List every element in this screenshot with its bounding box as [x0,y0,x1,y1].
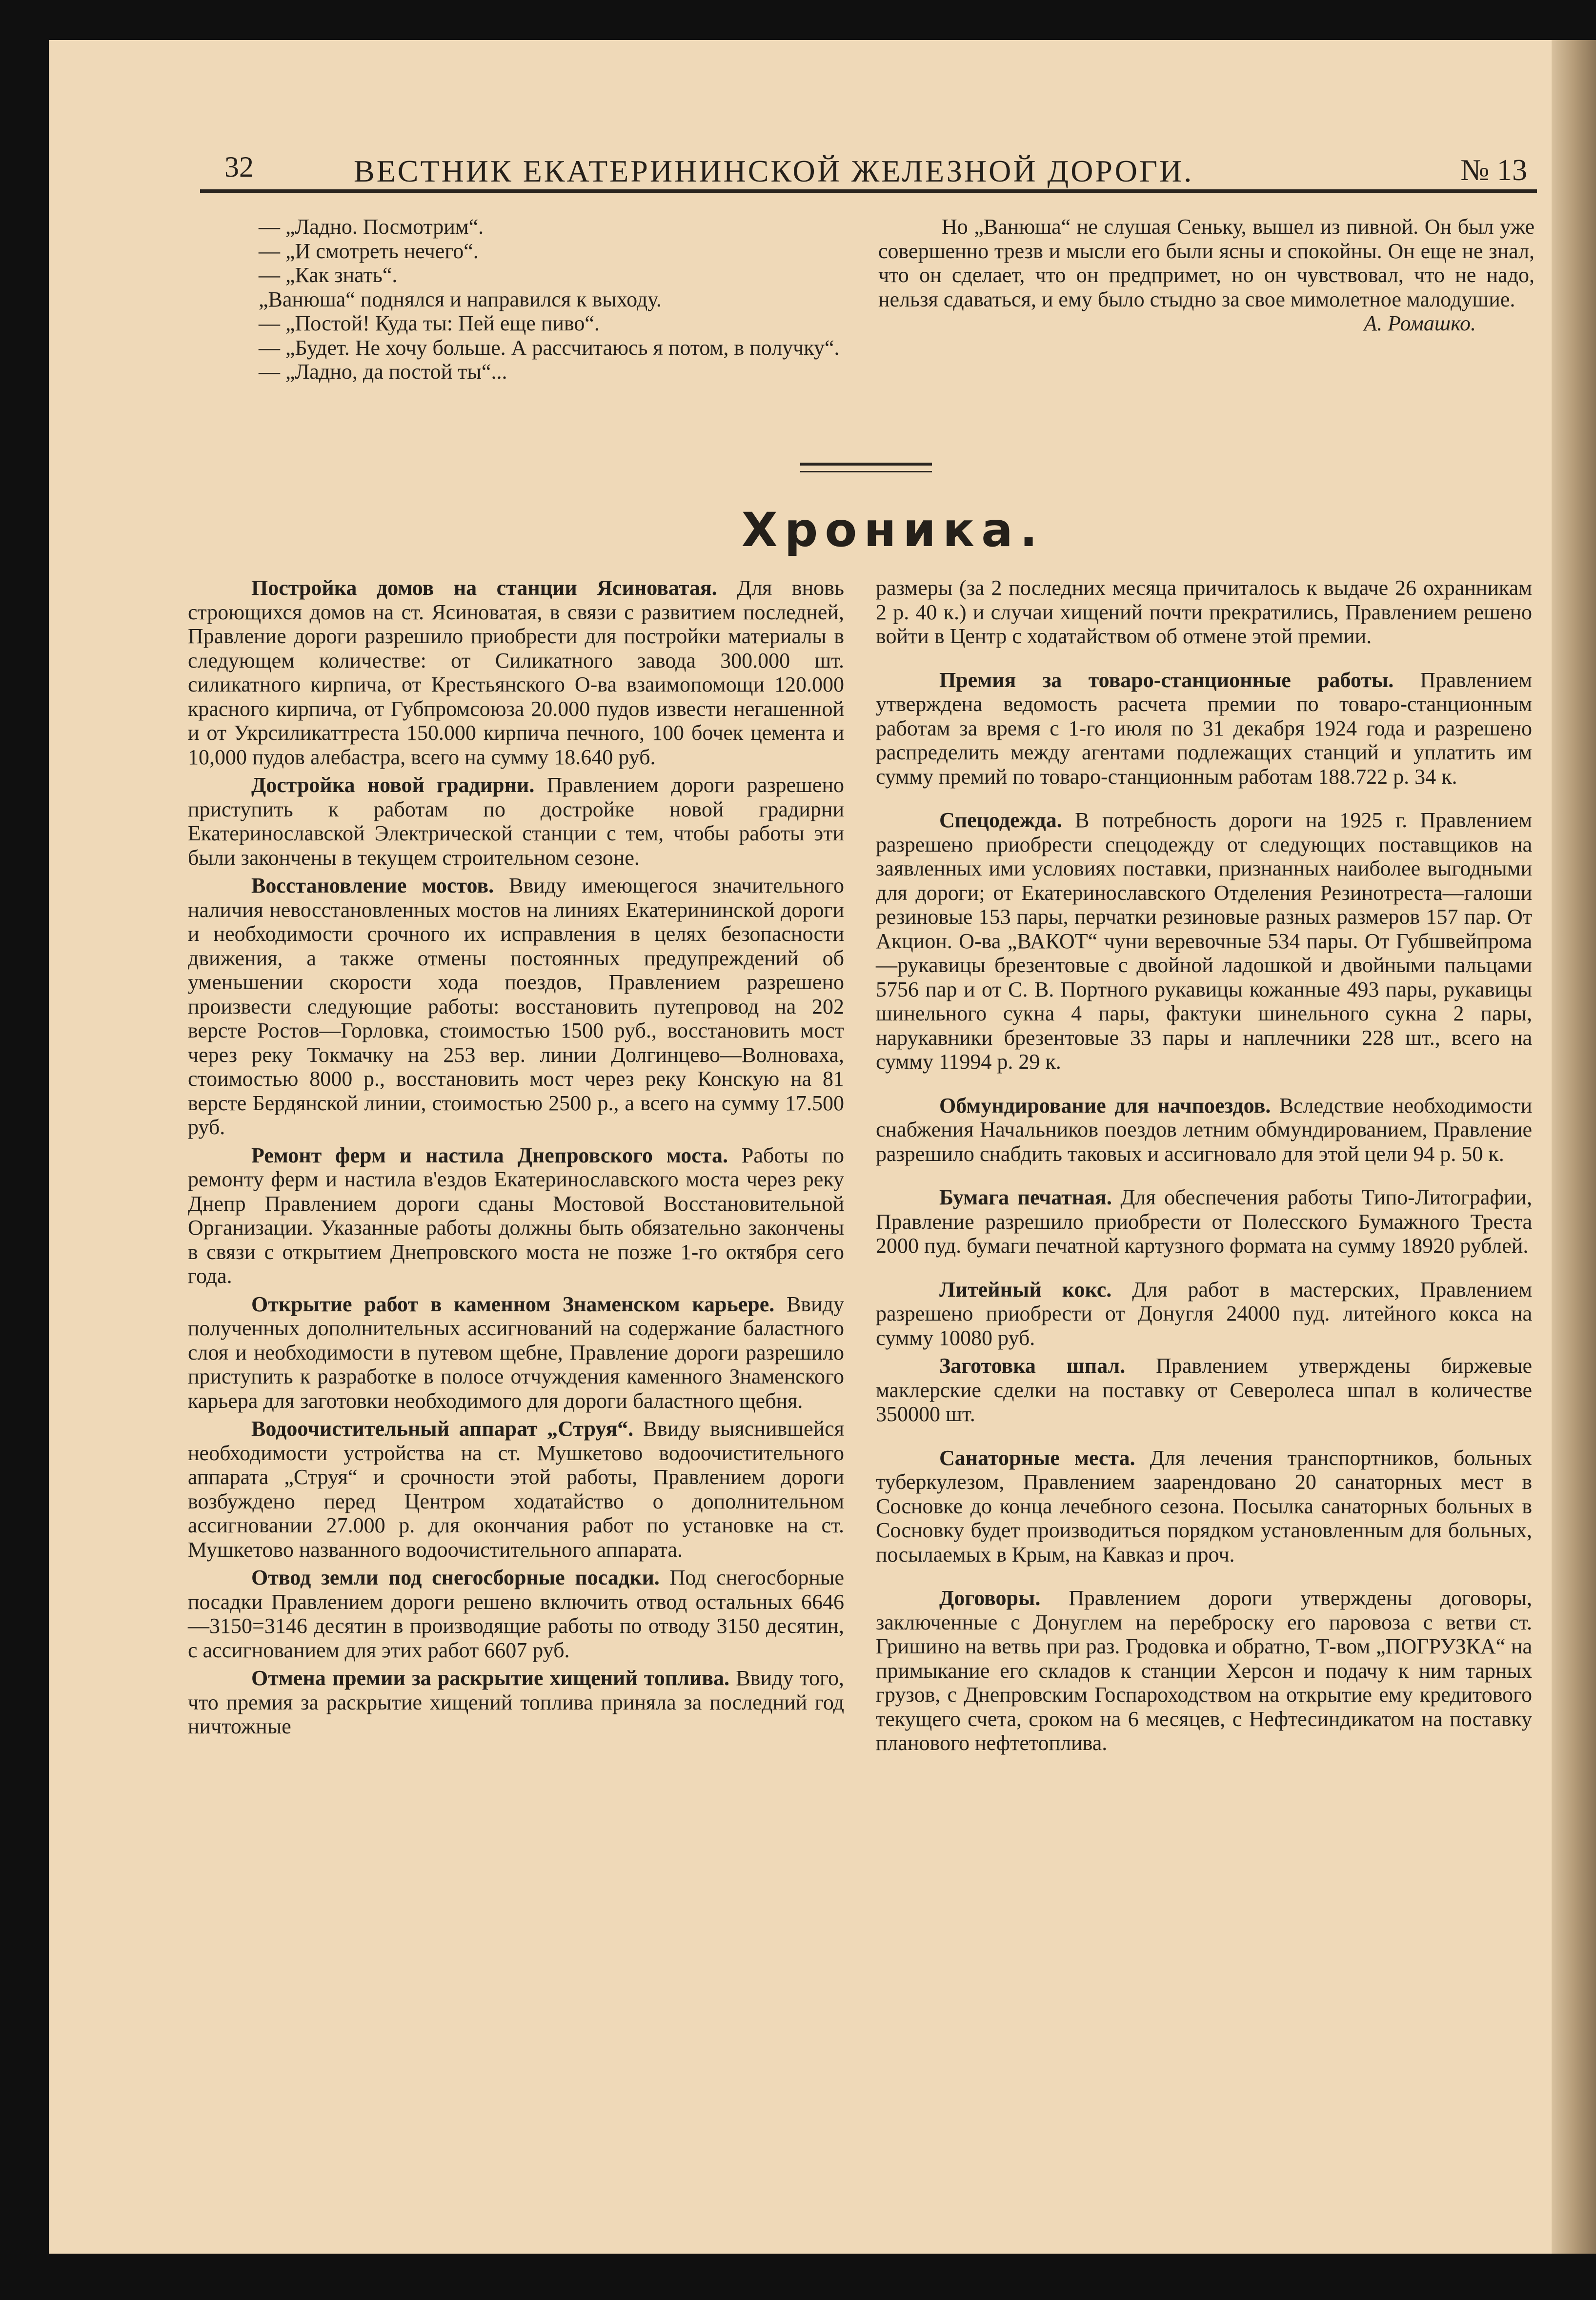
item-heading: Санаторные места. [939,1445,1135,1470]
section-divider-thin [800,471,932,472]
story-line: „Ванюша“ поднялся и направился к выходу. [259,287,662,311]
section-title: Хроника. [741,503,1045,557]
story-right-column [878,215,1535,336]
item-text: Ввиду выяснившейся необходимости устройства на ст. Мушкетово водоочистительного аппарата „Струя“ и срочности этой работы, Правлением дороги возбуждено перед Центром ходатайство о дополнительном ассигновании 27.000 р. для окончания работ по установке на ст. Мушкетово названного водоочистительного аппарата. [188,1417,844,1562]
section-divider [800,463,932,466]
item-heading: Обмундирование для начпоездов. [939,1093,1271,1118]
issue-number: № 13 [1460,154,1527,187]
chronicle-item [876,668,1532,789]
item-text: В потребность дороги на 1925 г. Правлением разрешено приобрести спецодежду от следующих поставщиков на заявленных ими условиях поставки, признанных наиболее выгодными для дороги; от Екатеринославского Отделения Резинотреста—галоши резиновые 153 пары, перчатки резиновые разных размеров 157 пар. От Акцион. О-ва „ВАКОТ“ чуни веревочные 534 пары. От Губшвейпрома—рукавицы брезентовые с двойной ладошкой и двойными пальцами 5756 пар и от С. В. Портного рукавицы кожанные 493 пары, рукавицы шинельного сукна 4 пары, фактуки шинельного сукна 2 пары, нарукавники брезентовые 33 пары и наплечники 228 шт., всего на сумму 11994 р. 29 к. [876,808,1532,1074]
chronicle-item [188,576,844,769]
item-heading: Спецодежда. [939,808,1062,832]
header-rule [200,189,1537,193]
chronicle-item [188,1417,844,1562]
item-heading: Постройка домов на станции Ясиноватая. [251,576,717,600]
item-text: Ввиду того, что премия за раскрытие хищений топлива приняла за последний год ничтожные [188,1666,844,1738]
story-line: — „Ладно. Посмотрим“. [259,215,484,239]
item-heading: Достройка новой градирни. [251,773,535,797]
chronicle-right-column [876,576,1532,1755]
chronicle-item [876,1446,1532,1567]
item-text: Для работ в мастерских, Правлением разрешено приобрести от Донугля 24000 пуд. литейного кокса на сумму 10080 руб. [876,1277,1532,1350]
chronicle-item [188,874,844,1140]
story-left-column [195,215,844,384]
chronicle-item [188,1143,844,1288]
item-heading: Открытие работ в каменном Знаменском карьере. [251,1292,775,1316]
chronicle-item [188,773,844,870]
chronicle-left-column [188,576,844,1739]
story-line: — „Постой! Куда ты: Пей еще пиво“. [259,311,600,335]
story-line: — „И смотреть нечего“. [259,239,479,263]
item-heading: Литейный кокс. [939,1277,1112,1302]
chronicle-item [188,1292,844,1413]
book-spine-shadow [1552,40,1596,2254]
chronicle-item [188,1566,844,1662]
item-heading: Ремонт ферм и настила Днепровского моста. [251,1143,728,1167]
item-heading: Отвод земли под снегосборные посадки. [251,1566,660,1589]
story-line: — „Ладно, да постой ты“... [259,360,507,384]
item-heading: Отмена премии за раскрытие хищений топлива. [251,1666,730,1690]
page-number: 32 [224,151,254,183]
story-line: — „Как знать“. [259,263,398,287]
item-heading: Водоочистительный аппарат „Струя“. [251,1417,634,1441]
chronicle-item [876,1094,1532,1166]
item-text: Правлением утверждены биржевые маклерские сделки на поставку от Северолеса шпал в количестве 350000 шт. [876,1354,1533,1426]
item-text: Ввиду полученных дополнительных ассигнований на содержание баластного слоя и необходимости в путевом щебне, Правление дороги разрешило приступить к разработке в полосе отчуждения каменного Знаменского карьера для заготовки необходимого для дороги баластного щебня. [188,1292,845,1413]
chronicle-item [876,1185,1532,1258]
item-heading: Премия за товаро-станционные работы. [939,668,1394,692]
item-text: Правлением дороги разрешено приступить к работам по достройке новой градирни Екатеринославской Электрической станции с тем, чтобы работы эти были закончены в текущем строительном сезоне. [188,773,844,870]
journal-title: ВЕСТНИК ЕКАТЕРИНИНСКОЙ ЖЕЛЕЗНОЙ ДОРОГИ. [354,154,1194,188]
story-line: — „Будет. Не хочу больше. А рассчитаюсь я потом, в получку“. [259,335,840,360]
chronicle-item [876,808,1532,1074]
item-heading: Договоры. [939,1586,1041,1610]
chronicle-continuation: размеры (за 2 последних месяца причиталось к выдаче 26 охранникам 2 р. 40 к.) и случаи хищений почти прекратились, Правлением решено войти в Центр с ходатайством об отмене этой премии. [876,576,1532,648]
item-text: Для лечения транспортников, больных туберкулезом, Правлением заарендовано 20 санаторных мест в Сосновке до конца лечебного сезона. Посылка санаторных больных в Сосновку будет производиться порядком установленным для больных, посылаемых в Крым, на Кавказ и проч. [876,1445,1532,1567]
chronicle-item [876,1278,1532,1350]
item-text: Под снегосборные посадки Правлением дороги решено включить отвод остальных 6646—3150=3146 десятин в производящие работы по отводу 3150 десятин, с ассигнованием для этих работ 6607 руб. [188,1566,844,1662]
story-paragraph: Но „Ванюша“ не слушая Сеньку, вышел из пивной. Он был уже совершенно трезв и мысли его были ясны и спокойны. Он еще не знал, что он сделает, что он предпримет, но он чувствовал, что не надо, нельзя сдаваться, и ему было стыдно за свое мимолетное малодушие. [878,215,1535,311]
item-heading: Заготовка шпал. [939,1354,1126,1378]
item-heading: Восстановление мостов. [251,874,494,897]
author-signature: А. Ромашко. [1364,311,1476,335]
chronicle-item [188,1666,844,1739]
item-text: Ввиду имеющегося значительного наличия невосстановленных мостов на линиях Екатерининской дороги и необходимости срочного их исправления в целях безопасности движения, а также отмены постоянных предупреждений об уменьшении скорости хода поездов, Правлением разрешено произвести следующие работы: восстановить путепровод на 202 версте Ростов—Горловка, стоимостью 1500 руб., восстановить мост через реку Токмачку на 253 вер. линии Долгинцево—Волноваха, стоимостью 8000 р., восстановить мост через реку Конскую на 81 версте Бердянской линии, стоимостью 2500 р., а всего на сумму 17.500 руб. [188,874,844,1139]
item-heading: Бумага печатная. [939,1185,1112,1209]
item-text: Для обеспечения работы Типо-Литографии, Правление разрешило приобрести от Полесского Бумажного Треста 2000 пуд. бумаги печатной картузного формата на сумму 18920 рублей. [876,1185,1533,1258]
item-text: Работы по ремонту ферм и настила в'ездов Екатеринославского моста через реку Днепр Правлением дороги сданы Мостовой Восстановительной Организации. Указанные работы должны быть обязательно закончены в связи с открытием Днепровского моста не позже 1-го октября сего года. [188,1143,844,1288]
chronicle-item [876,1586,1532,1755]
item-text: Правлением утверждена ведомость расчета премии по товаро-станционным работам за время с 1-го июля по 31 декабря 1924 года и разрешено распределить между агентами подлежащих станций и уплатить им сумму премий по товаро-станционным работам 188.722 р. 34 к. [876,668,1533,789]
item-text: Для вновь строющихся домов на ст. Ясиноватая, в связи с развитием последней, Правление дороги разрешило приобрести для постройки материалы в следующем количестве: от Силикатного завода 300.000 шт. силикатного кирпича, от Крестьянского О-ва взаимопомощи 120.000 красного кирпича, от Губпромсоюза 20.000 пудов извести негашенной и от Укрсиликаттреста 150.000 кирпича печного, 100 бочек цемента и 10,000 пудов алебастра, всего на сумму 18.640 руб. [188,576,844,769]
chronicle-item [876,1354,1532,1426]
item-text: Правлением дороги утверждены договоры, заключенные с Донуглем на переброску его паровоза с ветви ст. Гришино на ветвь при раз. Гродовка и обратно, Т-вом „ПОГРУЗКА“ на примыкание его складов к станции Херсон и подачу к ним тарных грузов, с Днепровским Госпароходством на открытие ему кредитового текущего счета, сроком на 6 месяцев, с Нефтесиндикатом на поставку планового нефтетоплива. [876,1586,1532,1755]
item-text: Вследствие необходимости снабжения Начальников поездов летним обмундированием, Правление разрешило снабдить таковых и ассигновало для этой цели 94 р. 50 к. [876,1093,1532,1166]
